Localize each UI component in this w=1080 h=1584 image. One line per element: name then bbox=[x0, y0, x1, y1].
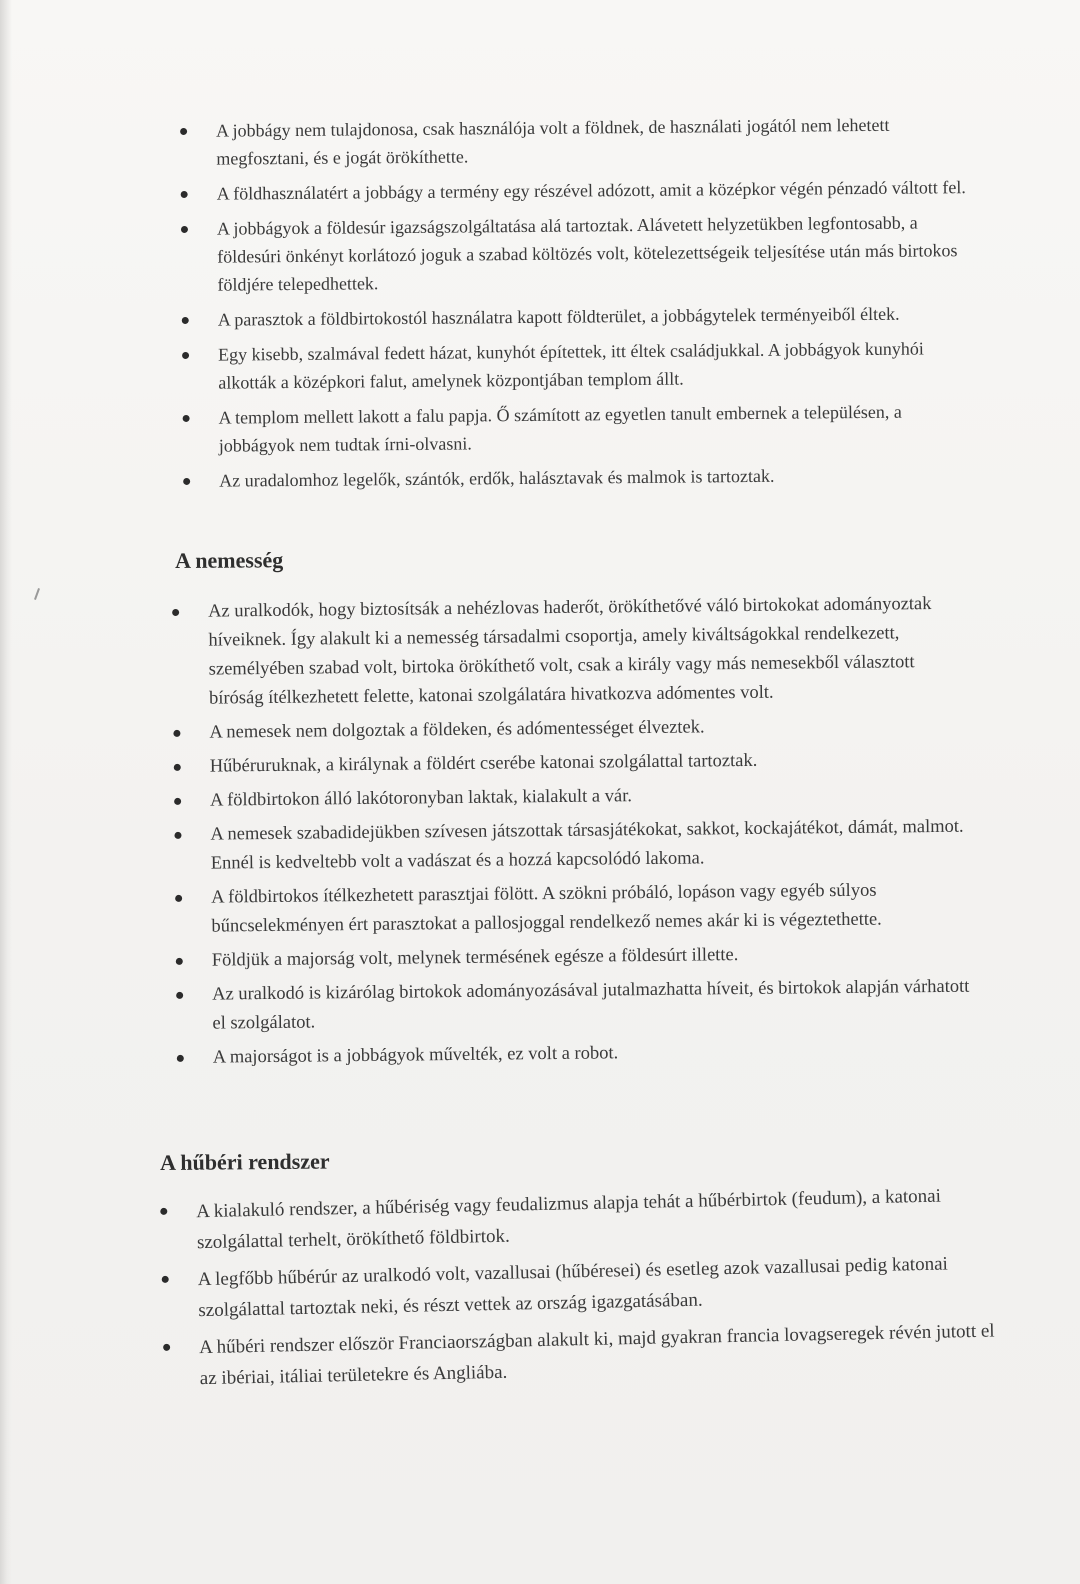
list-item-text: A kialakuló rendszer, a hűbériség vagy feudalizmus alapja tehát a hűbérbirtok (feudum), a katonai szolgálattal terhelt, örökíthető földbirtok. bbox=[196, 1185, 942, 1254]
list-item-text: A földhasználatért a jobbágy a termény egy részével adózott, amit a középkor végén pénzadó váltott fel. bbox=[216, 177, 966, 204]
bullet-icon bbox=[163, 1344, 170, 1351]
bullet-icon bbox=[182, 352, 189, 359]
bullet-icon bbox=[172, 609, 179, 616]
list-item bbox=[175, 1036, 975, 1073]
bullet-icon bbox=[175, 895, 182, 902]
list-item-text: Földjük a majorság volt, melynek termésének egésze a földesúrt illette. bbox=[211, 945, 739, 971]
bullet-icon bbox=[174, 832, 181, 839]
bullet-icon bbox=[173, 730, 180, 737]
list-item bbox=[179, 208, 975, 299]
list-item-text: A majorságot is a jobbágyok művelték, ez volt a robot. bbox=[212, 1043, 619, 1068]
list-item-text: A jobbágyok a földesúr igazságszolgáltatása alá tartoztak. Alávetett helyzetükben legfontosabb, a földesúri önkényt korlátozó joguk a szabad költözés volt, kötelezettségeik teljesítése után más birtokos földjére telepedhettek. bbox=[216, 212, 958, 295]
list-item bbox=[172, 779, 972, 816]
list-item bbox=[161, 1315, 1012, 1395]
section-nemesseg bbox=[170, 590, 975, 1078]
bullet-icon bbox=[181, 191, 188, 198]
bullet-icon bbox=[174, 798, 181, 805]
list-item-text: A templom mellett lakott a falu papja. Ő számított az egyetlen tanult embernek a településen, a jobbágyok nem tudtak írni-olvasni. bbox=[218, 401, 902, 456]
list-item-text: Egy kisebb, szalmával fedett házat, kunyhót építettek, itt éltek családjukkal. A jobbágyok kunyhói alkották a középkori falut, amelynek központjában templom állt. bbox=[217, 338, 924, 393]
bullet-icon bbox=[176, 958, 183, 965]
bullet-icon bbox=[183, 415, 190, 422]
bullet-icon bbox=[160, 1208, 167, 1215]
list-item-text: Az uradalomhoz legelők, szántók, erdők, halásztavak és malmok is tartoztak. bbox=[219, 465, 775, 491]
section-heading-hubeiri-rendszer: A hűbéri rendszer bbox=[160, 1148, 330, 1175]
list-item bbox=[180, 299, 975, 334]
list-item bbox=[173, 876, 974, 942]
list-item bbox=[181, 460, 976, 495]
section-heading-nemesseg: A nemesség bbox=[175, 547, 284, 573]
list-item bbox=[170, 590, 971, 714]
list-item bbox=[174, 973, 975, 1039]
bullet-icon bbox=[162, 1276, 169, 1283]
list-item-text: A legfőbb hűbérúr az uralkodó volt, vazallusai (hűbéresei) és esetleg azok vazallusai pedig katonai szolgálattal tartoztak neki, és részt vettek az ország igazgatásában. bbox=[197, 1253, 949, 1322]
list-item bbox=[179, 173, 974, 208]
list-item bbox=[180, 334, 975, 397]
bullet-icon bbox=[176, 992, 183, 999]
list-item bbox=[172, 745, 972, 782]
section-jobbagysag bbox=[178, 110, 976, 502]
list-item-text: A hűbéri rendszer először Franciaországban alakult ki, majd gyakran francia lovagseregek révén jutott el az ibériai, itáliai területekre és Angliába. bbox=[198, 1320, 995, 1390]
bullet-icon bbox=[177, 1055, 184, 1062]
bullet-list bbox=[178, 110, 976, 495]
list-item-text: A földbirtokon álló lakótoronyban laktak, kialakult a vár. bbox=[210, 786, 633, 811]
list-item-text: Hűbéruruknak, a királynak a földért cserébe katonai szolgálattal tartoztak. bbox=[209, 750, 758, 777]
list-item bbox=[171, 711, 971, 748]
bullet-icon bbox=[183, 478, 190, 485]
list-item-text: A nemesek nem dolgoztak a földeken, és adómentességet élveztek. bbox=[209, 717, 705, 743]
list-item-text: A parasztok a földbirtokostól használatra kapott földterület, a jobbágytelek terményeiből éltek. bbox=[217, 303, 900, 330]
list-item-text: Az uralkodó is kizárólag birtokok adományozásával jutalmazhatta híveit, és birtokok alapján várhatott el szolgálatot. bbox=[212, 976, 970, 1034]
bullet-icon bbox=[174, 764, 181, 771]
bullet-list bbox=[170, 590, 975, 1073]
list-item bbox=[172, 813, 973, 879]
list-item bbox=[174, 939, 974, 976]
list-item-text: A nemesek szabadidejükben szívesen játszottak társasjátékokat, sakkot, kockajátékot, dámát, malmot. Ennél is kedveltebb volt a vadászat és a hozzá kapcsolódó lakoma. bbox=[210, 816, 964, 874]
list-item bbox=[159, 1247, 1010, 1327]
bullet-icon bbox=[180, 128, 187, 135]
list-item-text: Az uralkodók, hogy biztosítsák a nehézlovas haderőt, örökíthetővé váló birtokokat adományoztak híveiknek. Így alakult ki a nemesség társadalmi csoportja, amely kiváltságokkal rendelkezett, személyében szabad volt, birtoka örökíthető volt, csak a király vagy más nemesekből választott bíróság ítélkezhetett felette, katonai szolgálatára hivatkozva adómentes volt. bbox=[208, 594, 932, 709]
bullet-list bbox=[158, 1179, 1012, 1395]
section-hubeiri-rendszer bbox=[158, 1179, 1012, 1401]
list-item-text: A földbirtokos ítélkezhetett parasztjai fölött. A szökni próbáló, lopáson vagy egyéb súlyos bűncselekményen ért parasztokat a pallosjoggal rendelkező nemes akár ki is végeztethette. bbox=[211, 880, 882, 937]
list-item-text: A jobbágy nem tulajdonosa, csak használója volt a földnek, de használati jogától nem lehetett megfosztani, és e jogát örökíthette. bbox=[216, 114, 890, 169]
list-item bbox=[181, 397, 976, 460]
list-item bbox=[178, 110, 973, 173]
bullet-icon bbox=[181, 226, 188, 233]
bullet-icon bbox=[182, 317, 189, 324]
list-item bbox=[158, 1179, 1009, 1259]
